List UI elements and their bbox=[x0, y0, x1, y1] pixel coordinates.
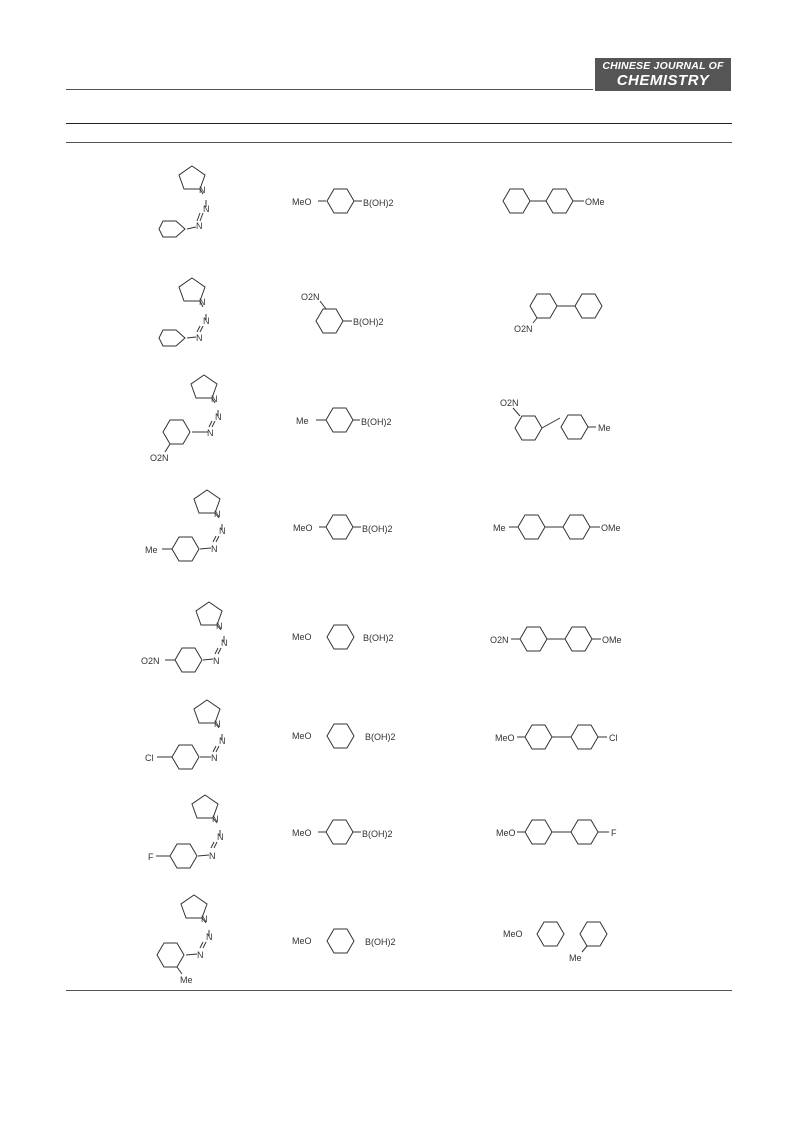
triazene-3-substituent: O2N bbox=[150, 453, 169, 463]
boronic-5-group-a: MeO bbox=[292, 632, 312, 642]
triazene-5-substituent: O2N bbox=[141, 656, 160, 666]
product-structure-1 bbox=[503, 189, 584, 213]
triazene-structure-3 bbox=[163, 375, 218, 452]
triazene-6-substituent: Cl bbox=[145, 753, 154, 763]
triazene-4-n1: N bbox=[214, 509, 221, 519]
triazene-5-n1: N bbox=[216, 621, 223, 631]
product-6-group-a: MeO bbox=[495, 733, 515, 743]
boronic-8-group-b: B(OH)2 bbox=[365, 937, 396, 947]
triazene-5-n3: N bbox=[213, 656, 220, 666]
boronic-acid-structure-1 bbox=[318, 189, 362, 213]
product-8-group-a: MeO bbox=[503, 929, 523, 939]
boronic-8-group-a: MeO bbox=[292, 936, 312, 946]
boronic-acid-structure-6 bbox=[327, 724, 354, 748]
triazene-7-n2: N bbox=[217, 832, 224, 842]
boronic-5-group-b: B(OH)2 bbox=[363, 633, 394, 643]
product-structure-8 bbox=[537, 922, 607, 952]
product-structure-3 bbox=[513, 408, 596, 440]
triazene-3-n2: N bbox=[215, 412, 222, 422]
triazene-8-substituent: Me bbox=[180, 975, 193, 985]
triazene-8-n2: N bbox=[206, 932, 213, 942]
product-3-group-b: Me bbox=[598, 423, 611, 433]
product-structure-7 bbox=[517, 820, 609, 844]
boronic-4-group-a: MeO bbox=[293, 523, 313, 533]
boronic-acid-structure-5 bbox=[327, 625, 354, 649]
triazene-6-n2: N bbox=[219, 736, 226, 746]
boronic-acid-structure-4 bbox=[319, 515, 361, 539]
triazene-2-n1: N bbox=[199, 297, 206, 307]
triazene-2-n3: N bbox=[196, 333, 203, 343]
boronic-acid-structure-2 bbox=[316, 301, 352, 333]
triazene-2-n2: N bbox=[203, 316, 210, 326]
triazene-1-n1: N bbox=[199, 185, 206, 195]
product-4-group-b: OMe bbox=[601, 523, 621, 533]
product-1-group-a: OMe bbox=[585, 197, 605, 207]
product-3-group-a: O2N bbox=[500, 398, 519, 408]
product-5-group-b: OMe bbox=[602, 635, 622, 645]
product-structure-4 bbox=[509, 515, 600, 539]
triazene-7-n3: N bbox=[209, 851, 216, 861]
boronic-1-group-b: B(OH)2 bbox=[363, 198, 394, 208]
triazene-4-n2: N bbox=[219, 526, 226, 536]
boronic-4-group-b: B(OH)2 bbox=[362, 524, 393, 534]
boronic-6-group-a: MeO bbox=[292, 731, 312, 741]
triazene-6-n1: N bbox=[214, 719, 221, 729]
product-8-group-b: Me bbox=[569, 953, 582, 963]
triazene-1-n3: N bbox=[196, 221, 203, 231]
journal-name-line1: CHINESE JOURNAL OF bbox=[602, 60, 724, 72]
triazene-8-n1: N bbox=[201, 914, 208, 924]
product-7-group-b: F bbox=[611, 828, 617, 838]
journal-name-line2: CHEMISTRY bbox=[616, 72, 710, 89]
triazene-3-n3: N bbox=[207, 428, 214, 438]
boronic-2-group-b: B(OH)2 bbox=[353, 317, 384, 327]
product-4-group-a: Me bbox=[493, 523, 506, 533]
triazene-4-substituent: Me bbox=[145, 545, 158, 555]
product-5-group-a: O2N bbox=[490, 635, 509, 645]
boronic-3-group-b: B(OH)2 bbox=[361, 417, 392, 427]
triazene-7-n1: N bbox=[212, 814, 219, 824]
triazene-structure-8 bbox=[157, 895, 209, 974]
boronic-7-group-a: MeO bbox=[292, 828, 312, 838]
boronic-3-group-a: Me bbox=[296, 416, 309, 426]
boronic-1-group-a: MeO bbox=[292, 197, 312, 207]
triazene-6-n3: N bbox=[211, 753, 218, 763]
product-structure-5 bbox=[511, 627, 601, 651]
product-structure-6 bbox=[517, 725, 607, 749]
boronic-acid-structure-3 bbox=[316, 408, 360, 432]
triazene-3-n1: N bbox=[211, 394, 218, 404]
product-2-group-a: O2N bbox=[514, 324, 533, 334]
triazene-1-n2: N bbox=[203, 204, 210, 214]
triazene-5-n2: N bbox=[221, 638, 228, 648]
triazene-8-n3: N bbox=[197, 950, 204, 960]
product-6-group-b: Cl bbox=[609, 733, 618, 743]
triazene-7-substituent: F bbox=[148, 852, 154, 862]
boronic-acid-structure-8 bbox=[327, 929, 354, 953]
boronic-6-group-b: B(OH)2 bbox=[365, 732, 396, 742]
product-structure-2 bbox=[530, 294, 602, 323]
boronic-2-group-a: O2N bbox=[301, 292, 320, 302]
triazene-4-n3: N bbox=[211, 544, 218, 554]
boronic-acid-structure-7 bbox=[318, 820, 361, 844]
boronic-7-group-b: B(OH)2 bbox=[362, 829, 393, 839]
product-7-group-a: MeO bbox=[496, 828, 516, 838]
